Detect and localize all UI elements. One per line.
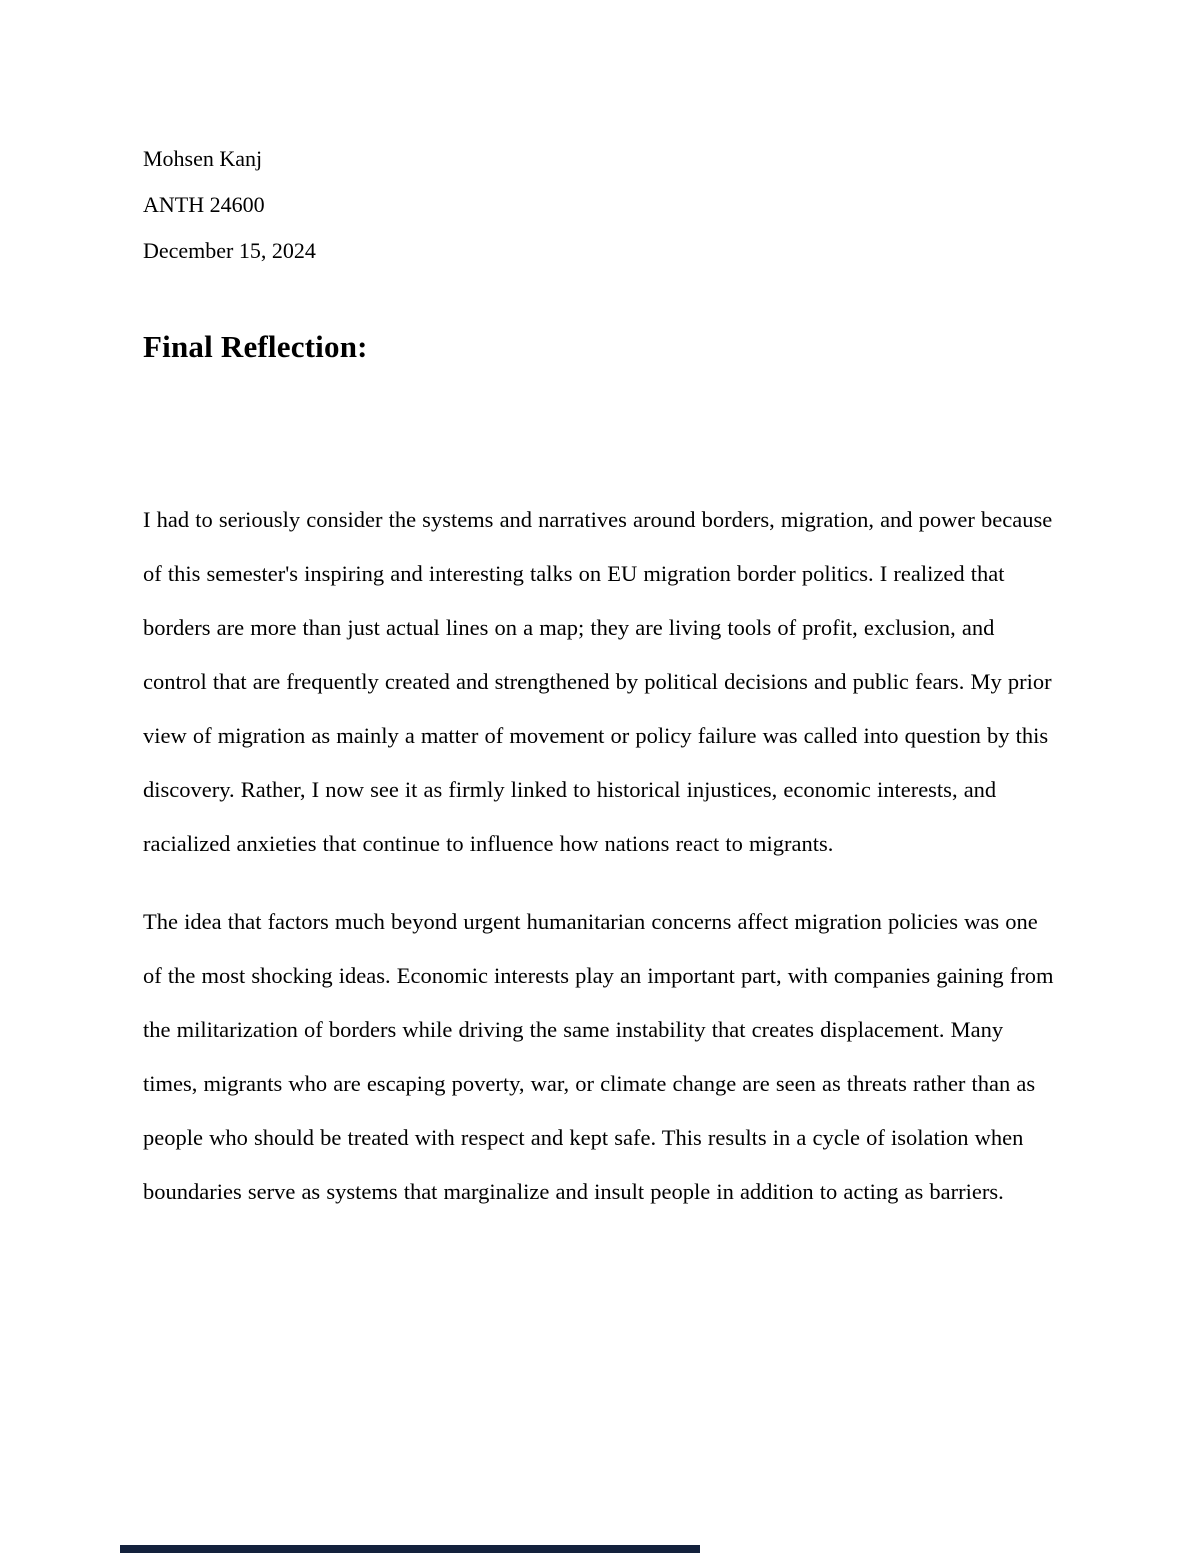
next-page-edge-bar — [120, 1545, 700, 1553]
course-code: ANTH 24600 — [143, 192, 265, 217]
paragraph-1: I had to seriously consider the systems and narratives around borders, migration, and power because of this semester's inspiring and interesting talks on EU migration border politics. I realized that borders are more than just actual lines on a map; they are living tools of profit, exclusion, and control that are frequently created and strengthened by political decisions and public fears. My prior view of migration as mainly a matter of movement or policy failure was called into question by this discovery. Rather, I now see it as firmly linked to historical injustices, economic interests, and racialized anxieties that continue to influence how nations react to migrants. — [143, 507, 1053, 856]
document-title: Final Reflection: — [143, 329, 368, 364]
author-name: Mohsen Kanj — [143, 146, 263, 171]
paragraph-2: The idea that factors much beyond urgent humanitarian concerns affect migration policies was one of the most shocking ideas. Economic interests play an important part, with companies gaining from the militarization of borders while driving the same instability that creates displacement. Many times, migrants who are escaping poverty, war, or climate change are seen as threats rather than as people who should be treated with respect and kept safe. This results in a cycle of isolation when boundaries serve as systems that marginalize and insult people in addition to acting as barriers. — [143, 909, 1054, 1204]
date-line: December 15, 2024 — [143, 238, 316, 263]
